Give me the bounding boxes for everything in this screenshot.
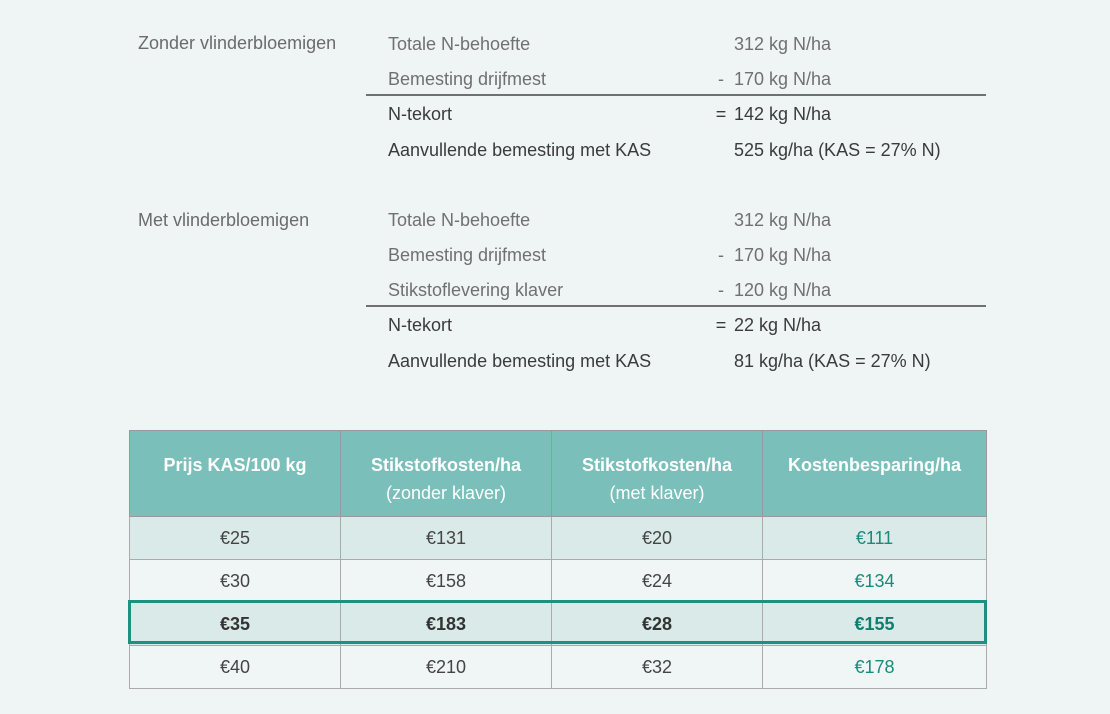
header-cost-with-clover: [552, 431, 763, 517]
cell-price: €35: [130, 603, 341, 646]
calc-row-kas: [388, 346, 986, 381]
row-value: 170 kg N/ha: [734, 245, 832, 265]
table-row: [130, 517, 987, 560]
calc-row-n-deficit: [388, 310, 986, 345]
calc-row-n-deficit: [388, 99, 986, 134]
row-label: Totale N-behoefte: [388, 210, 531, 230]
table-row: [130, 560, 987, 603]
header-kas-price: [130, 431, 341, 517]
cell-cost-without: €210: [341, 646, 552, 689]
row-value: 142 kg N/ha: [734, 104, 832, 124]
row-operator: -: [718, 245, 724, 265]
cell-cost-without: €131: [341, 517, 552, 560]
cost-savings-table: [129, 430, 987, 689]
header-sub: (met klaver): [609, 483, 705, 503]
cell-price: €40: [130, 646, 341, 689]
header-cost-without-clover: [341, 431, 552, 517]
row-label: Totale N-behoefte: [388, 34, 531, 54]
row-value: 312 kg N/ha: [734, 34, 832, 54]
row-value: 22 kg N/ha: [734, 315, 822, 335]
cell-cost-with: €32: [552, 646, 763, 689]
row-label: N-tekort: [388, 104, 453, 124]
cell-savings: €178: [763, 646, 987, 689]
row-value: 525 kg/ha (KAS = 27% N): [734, 140, 941, 160]
row-value: 312 kg N/ha: [734, 210, 832, 230]
row-operator: -: [718, 280, 724, 300]
row-value: 170 kg N/ha: [734, 69, 832, 89]
row-label: Aanvullende bemesting met KAS: [388, 351, 652, 371]
header-main: Kostenbesparing/ha: [787, 455, 962, 475]
cell-savings: €155: [763, 603, 987, 646]
cell-cost-with: €20: [552, 517, 763, 560]
table-row-highlighted: [130, 603, 987, 646]
cell-price: €30: [130, 560, 341, 603]
row-label: Bemesting drijfmest: [388, 245, 547, 265]
calc-row-total-need: [388, 29, 986, 64]
row-label: Bemesting drijfmest: [388, 69, 547, 89]
header-main: Stikstofkosten/ha: [370, 455, 522, 475]
divider: [366, 94, 986, 96]
row-label: Aanvullende bemesting met KAS: [388, 140, 652, 160]
row-label: Stikstoflevering klaver: [388, 280, 564, 300]
cell-price: €25: [130, 517, 341, 560]
calc-row-kas: [388, 135, 986, 170]
calc-row-manure: [388, 240, 986, 275]
cell-savings: €111: [763, 517, 987, 560]
divider: [366, 305, 986, 307]
row-operator: =: [715, 315, 727, 335]
row-operator: =: [715, 104, 727, 124]
header-main: Prijs KAS/100 kg: [163, 455, 307, 475]
table-header-row: [130, 431, 987, 517]
row-label: N-tekort: [388, 315, 453, 335]
section-title: Zonder vlinderbloemigen: [138, 33, 337, 53]
row-operator: -: [718, 69, 724, 89]
table-row: [130, 646, 987, 689]
header-main: Stikstofkosten/ha: [581, 455, 733, 475]
row-value: 120 kg N/ha: [734, 280, 832, 300]
section-title: Met vlinderbloemigen: [138, 210, 310, 230]
cell-cost-without: €183: [341, 603, 552, 646]
cell-cost-with: €24: [552, 560, 763, 603]
header-sub: (zonder klaver): [385, 483, 507, 503]
row-value: 81 kg/ha (KAS = 27% N): [734, 351, 931, 371]
cell-cost-without: €158: [341, 560, 552, 603]
calc-row-total-need: [388, 205, 986, 240]
cell-savings: €134: [763, 560, 987, 603]
header-cost-savings: [763, 431, 987, 517]
cell-cost-with: €28: [552, 603, 763, 646]
